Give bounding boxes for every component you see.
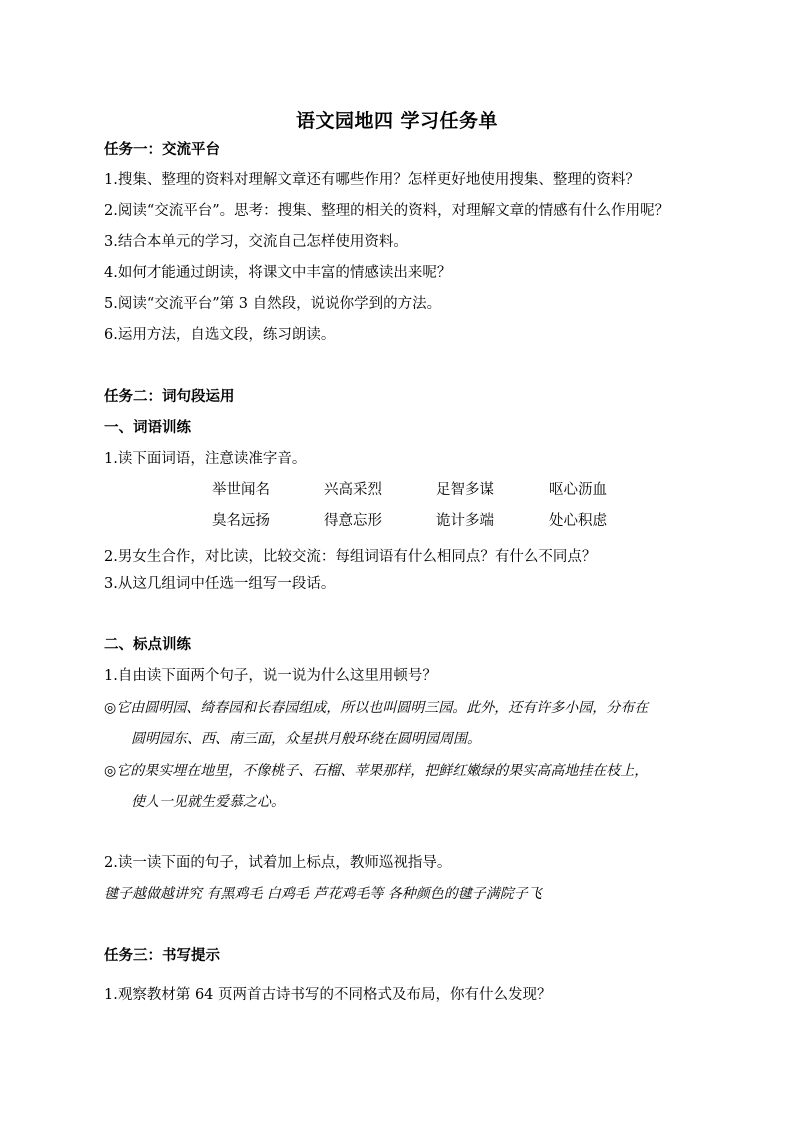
punctuation-item-2: 2.读一读下面的句子，试着加上标点，教师巡视指导。	[104, 855, 452, 871]
page-title: 语文园地四 学习任务单	[295, 110, 499, 132]
example-sentence-2-line2: 使人一见就生爱慕之心。	[131, 794, 285, 810]
word: 举世闻名	[212, 482, 270, 498]
task1-item-3: 3.结合本单元的学习，交流自己怎样使用资料。	[104, 234, 408, 250]
vocab-item-3: 3.从这几组词中任选一组写一段话。	[104, 576, 336, 592]
task1-heading: 任务一：交流平台	[104, 141, 220, 158]
word: 兴高采烈	[324, 482, 382, 498]
task1-item-5: 5.阅读“交流平台”第 3 自然段，说说你学到的方法。	[104, 296, 442, 312]
punctuation-item-1: 1.自由读下面两个句子，说一说为什么这里用顿号？	[104, 668, 437, 684]
vocab-item-1: 1.读下面词语，注意读准字音。	[104, 451, 307, 467]
punctuation-exercise: 毽子越做越讲究 有黑鸡毛 白鸡毛 芦花鸡毛等 各种颜色的毽子满院子飞	[104, 886, 542, 902]
vocab-item-2: 2.男女生合作，对比读，比较交流：每组词语有什么相同点？有什么不同点？	[104, 549, 597, 565]
vocab-section-heading: 一、词语训练	[104, 419, 191, 436]
task1-item-6: 6.运用方法，自选文段，练习朗读。	[104, 327, 336, 343]
word: 臭名远扬	[212, 513, 270, 529]
punctuation-section-heading: 二、标点训练	[104, 636, 191, 653]
word: 诡计多端	[436, 513, 494, 529]
word: 得意忘形	[324, 513, 382, 529]
word: 处心积虑	[549, 513, 607, 529]
example-sentence-1-line1: ◎它由圆明园、绮春园和长春园组成，所以也叫圆明三园。此外，还有许多小园，分布在	[104, 700, 649, 716]
task1-item-1: 1.搜集、整理的资料对理解文章还有哪些作用？怎样更好地使用搜集、整理的资料？	[104, 172, 640, 188]
task2-heading: 任务二：词句段运用	[104, 388, 235, 405]
task1-item-2: 2.阅读“交流平台”。思考：搜集、整理的相关的资料，对理解文章的情感有什么作用呢？	[104, 203, 670, 219]
word: 呕心沥血	[549, 482, 607, 498]
example-sentence-2-line1: ◎它的果实埋在地里，不像桃子、石榴、苹果那样，把鲜红嫩绿的果实高高地挂在枝上，	[104, 763, 649, 779]
task3-item-1: 1.观察教材第 64 页两首古诗书写的不同格式及布局，你有什么发现？	[104, 987, 552, 1003]
task3-heading: 任务三：书写提示	[104, 947, 220, 964]
task1-item-4: 4.如何才能通过朗读，将课文中丰富的情感读出来呢？	[104, 265, 452, 281]
example-sentence-1-line2: 圆明园东、西、南三面，众星拱月般环绕在圆明园周围。	[131, 731, 481, 747]
word: 足智多谋	[436, 482, 494, 498]
